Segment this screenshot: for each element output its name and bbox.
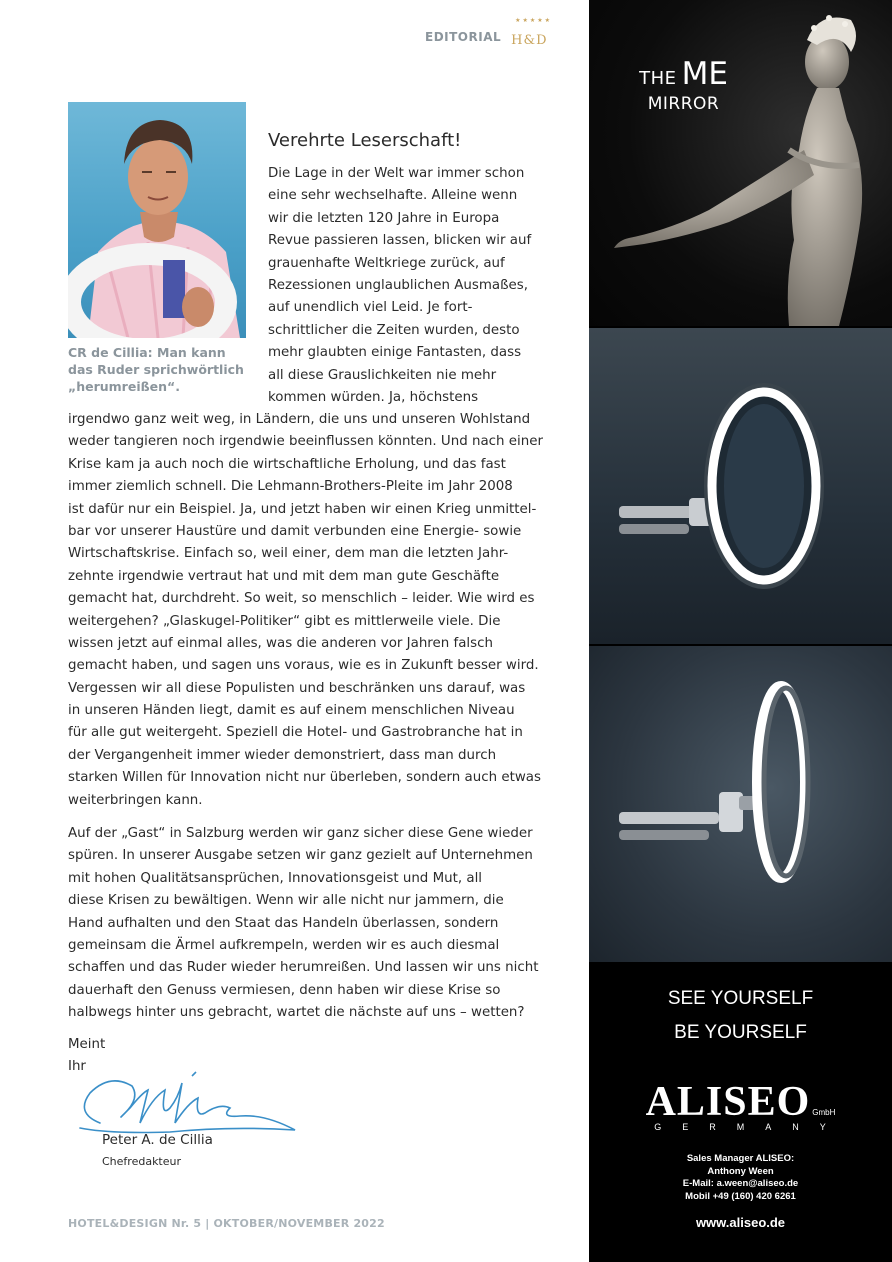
closing-line: Ihr [68, 1059, 86, 1075]
text-line: schrittlicher die Zeiten wurden, desto [268, 322, 520, 338]
text-line: für alle gut weitergeht. Speziell die Hotel- und Gastrobranche hat in [68, 725, 523, 741]
article-body [68, 409, 548, 812]
page-footer: HOTEL&DESIGN Nr. 5 | OKTOBER/NOVEMBER 2022 [68, 1217, 385, 1230]
ad-photo-mirror-2 [589, 646, 892, 962]
text-line: immer ziemlich schnell. Die Lehmann-Brothers-Pleite im Jahr 2008 [68, 479, 513, 495]
text-line: spüren. In unserer Ausgabe setzen wir ganz gezielt auf Unternehmen [68, 848, 533, 864]
text-line: eine sehr wechselhafte. Alleine wenn [268, 188, 518, 204]
text-line: wissen jetzt auf einmal alles, was die anderen vor Jahren falsch [68, 635, 493, 651]
text-line: Die Lage in der Welt war immer schon [268, 166, 525, 181]
ad-title-mirror: MIRROR [647, 94, 720, 114]
slogan-line: SEE YOURSELF [667, 988, 814, 1009]
ad-contact [589, 1153, 892, 1203]
text-line: Vergessen wir all diese Populisten und beschränken uns darauf, was [68, 680, 526, 696]
text-line: Revue passieren lassen, blicken wir auf [268, 233, 532, 249]
brand-subtitle: GERMANY [654, 1122, 847, 1132]
contact-email[interactable]: E-Mail: a.ween@aliseo.de [682, 1178, 799, 1189]
ad-slogan [589, 982, 892, 1050]
signature-illustration [70, 1068, 300, 1138]
ad-photo-mirror-1 [589, 328, 892, 644]
section-label: EDITORIAL [425, 30, 502, 44]
slogan-line: BE YOURSELF [674, 1022, 807, 1043]
text-line: Rezessionen unglaublichen Ausmaßes, [268, 277, 528, 293]
text-line: dauerhaft den Genuss vermiesen, denn haben wir diese Krise so [68, 982, 501, 998]
ad-photo-figure [589, 0, 892, 326]
text-line: in unseren Händen liegt, damit es auf einem menschlichen Niveau [68, 703, 515, 719]
photo-caption [68, 344, 248, 395]
text-line: grauenhafte Weltkriege zurück, auf [268, 255, 505, 271]
author-photo [68, 102, 246, 338]
text-line: wir die letzten 120 Jahre in Europa [268, 210, 500, 226]
contact-phone: Mobil +49 (160) 420 6261 [685, 1190, 796, 1202]
mirror-illustration [589, 328, 892, 644]
contact-line: Sales Manager ALISEO: [686, 1153, 795, 1164]
text-line: mehr glaubten einige Fantasten, dass [268, 345, 522, 361]
text-line: zehnte irgendwie vertraut hat und mit dem man gute Geschäfte [68, 568, 500, 584]
text-line: auf unendlich viel Leid. Je fort- [268, 300, 473, 316]
text-line: starken Willen für Innovation nicht nur überleben, sondern auch etwas [68, 770, 541, 786]
text-line: kommen würden. Ja, höchstens [268, 389, 479, 405]
closing-line: Meint [68, 1037, 106, 1052]
author-photo-illustration [68, 102, 246, 338]
text-line: gemacht haben, und sagen uns voraus, wie es in Zukunft besser wird. [68, 658, 539, 674]
text-line: all diese Grauslichkeiten nie mehr [268, 367, 497, 383]
text-line: Wirtschaftskrise. Einfach so, weil einer, dem man die letzten Jahr- [68, 546, 509, 562]
ad-title-the: THE [639, 68, 677, 89]
text-line: weiterbringen kann. [68, 792, 203, 808]
text-line: weder tangieren noch irgendwie beeinflussen könnten. Und nach einer [68, 434, 543, 450]
ad-website-link[interactable]: www.aliseo.de [695, 1215, 786, 1230]
caption-line: CR de Cillia: Man kann [68, 345, 226, 360]
text-line: Hand aufhalten und den Staat das Handeln überlassen, sondern [68, 915, 499, 931]
caption-line: das Ruder sprichwörtlich [68, 362, 244, 377]
figure-illustration [589, 0, 892, 326]
caption-line: „herumreißen“. [68, 379, 180, 394]
text-line: diese Krisen zu bewältigen. Wenn wir alle nicht nur jammern, die [68, 893, 504, 909]
text-line: gemacht hat, durchdreht. So weit, so menschlich – leider. Wie wird es [68, 591, 535, 607]
ad-title [631, 56, 736, 114]
mirror-illustration [589, 646, 892, 962]
ad-title-me: ME [681, 56, 728, 92]
brand-name: ALISEO [645, 1079, 811, 1125]
brand-suffix: GmbH [812, 1108, 836, 1117]
logo-stars-icon: ★★★★★ [515, 17, 553, 24]
advertisement [589, 0, 892, 1262]
logo-text: H&D [511, 33, 548, 48]
author-role: Chefredakteur [102, 1155, 182, 1168]
text-line: irgendwo ganz weit weg, in Ländern, die uns und unseren Wohlstand [68, 412, 531, 427]
text-line: Auf der „Gast“ in Salzburg werden wir ganz sicher diese Gene wieder [68, 826, 533, 841]
text-line: schaffen und das Ruder wieder herumreißen. Und lassen wir uns nicht [68, 960, 539, 976]
text-line: Krise kam ja auch noch die wirtschaftliche Erholung, und das fast [68, 456, 506, 472]
text-line: gemeinsam die Ärmel aufkrempeln, werden wir es auch diesmal [68, 937, 500, 953]
page-header [425, 17, 553, 48]
text-line: mit hohen Qualitätsansprüchen, Innovationsgeist und Mut, all [68, 870, 483, 886]
magazine-logo [511, 17, 553, 48]
article-intro [268, 163, 538, 409]
text-line: ist dafür nur ein Beispiel. Ja, und jetzt haben wir einen Krieg unmittel- [68, 501, 537, 517]
article-heading: Verehrte Leserschaft! [268, 130, 462, 151]
text-line: weitergehen? „Glaskugel-Politiker“ gibt es mittlerweile viele. Die [68, 613, 501, 629]
article-paragraph-2 [68, 823, 548, 1025]
text-line: der Vergangenheit immer wieder demonstriert, dass man durch [68, 747, 497, 763]
text-line: halbwegs hinter uns gebracht, wartet die nächste auf uns – wetten? [68, 1005, 525, 1021]
text-line: bar vor unserer Haustüre und damit verbunden eine Energie- sowie [68, 523, 522, 539]
author-name: Peter A. de Cillia [102, 1132, 213, 1148]
brand-logo [589, 1078, 892, 1132]
contact-line: Anthony Ween [707, 1165, 774, 1177]
